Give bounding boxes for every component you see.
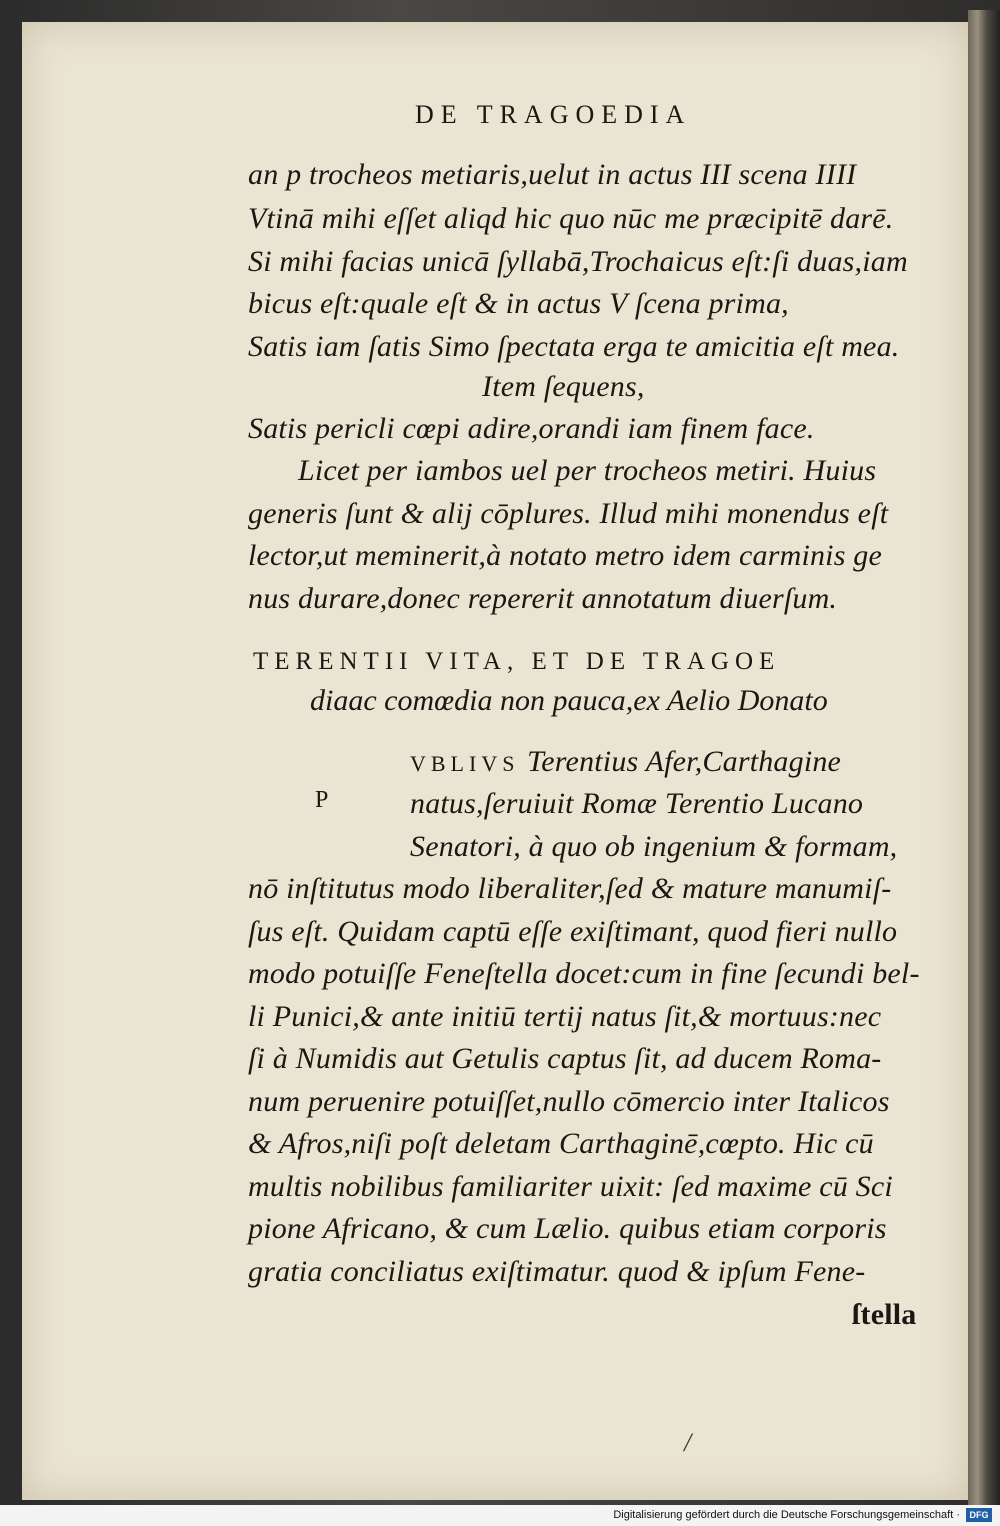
body-line-text: Terentius Afer,Carthagine: [519, 745, 842, 778]
catchword: ſtella: [852, 1298, 917, 1331]
section-heading-continuation: diaac comœdia non pauca,ex Aelio Donato: [310, 684, 828, 717]
page-edge: [968, 10, 1000, 1505]
small-caps-lead: VBLIVS: [410, 751, 520, 776]
body-line: ſus eſt. Quidam captū eſſe exiſtimant, quod fieri nullo: [248, 915, 898, 948]
body-line: natus,ſeruiuit Romæ Terentio Lucano: [410, 787, 864, 820]
text-line: Satis pericli cœpi adire,orandi iam finem face.: [248, 412, 815, 445]
text-line: Satis iam ſatis Simo ſpectata erga te amicitia eſt mea.: [248, 330, 900, 363]
ink-mark: /: [684, 1428, 692, 1457]
body-line: ſi à Numidis aut Getulis captus ſit, ad ducem Roma-: [248, 1042, 882, 1075]
dfg-logo-icon: DFG: [966, 1508, 992, 1522]
running-head: DE TRAGOEDIA: [415, 100, 692, 129]
text-line: Vtinā mihi eſſet aliqd hic quo nūc me præcipitē darē.: [248, 202, 894, 235]
text-line: bicus eſt:quale eſt & in actus V ſcena prima,: [248, 287, 789, 320]
text-line: Licet per iambos uel per trocheos metiri. Huius: [298, 454, 877, 487]
body-line: Senatori, à quo ob ingenium & formam,: [410, 830, 898, 863]
text-line: generis ſunt & alij cōplures. Illud mihi monendus eſt: [248, 497, 889, 530]
text-line: an p trocheos metiaris,uelut in actus III scena IIII: [248, 158, 857, 191]
text-line: lector,ut meminerit,à notato metro idem carminis ge: [248, 539, 883, 572]
body-line: li Punici,& ante initiū tertij natus ſit,& mortuus:nec: [248, 1000, 882, 1033]
body-line: modo potuiſſe Feneſtella docet:cum in fine ſecundi bel-: [248, 957, 920, 990]
text-line: Si mihi facias unicā ſyllabā,Trochaicus eſt:ſi duas,iam: [248, 245, 908, 278]
body-line: num peruenire potuiſſet,nullo cōmercio inter Italicos: [248, 1085, 890, 1118]
body-line: multis nobilibus familiariter uixit: ſed maxime cū Sci: [248, 1170, 893, 1203]
footer-credit: Digitalisierung gefördert durch die Deutsche Forschungsgemeinschaft ·: [613, 1509, 960, 1521]
body-line: nō inſtitutus modo liberaliter,ſed & mature manumiſ-: [248, 872, 892, 905]
body-line: pione Africano, & cum Lælio. quibus etiam corporis: [248, 1212, 887, 1245]
body-line: [410, 745, 841, 779]
section-heading: TERENTII VITA, ET DE TRAGOE: [253, 648, 781, 675]
body-line: & Afros,niſi poſt deletam Carthaginē,cœpto. Hic cū: [248, 1127, 874, 1160]
text-line: Item ſequens,: [482, 370, 645, 403]
drop-initial: P: [315, 787, 329, 813]
text-line: nus durare,donec repererit annotatum diuerſum.: [248, 582, 838, 615]
footer-bar: [0, 1505, 1000, 1526]
body-line: gratia conciliatus exiſtimatur. quod & ipſum Fene-: [248, 1255, 866, 1288]
